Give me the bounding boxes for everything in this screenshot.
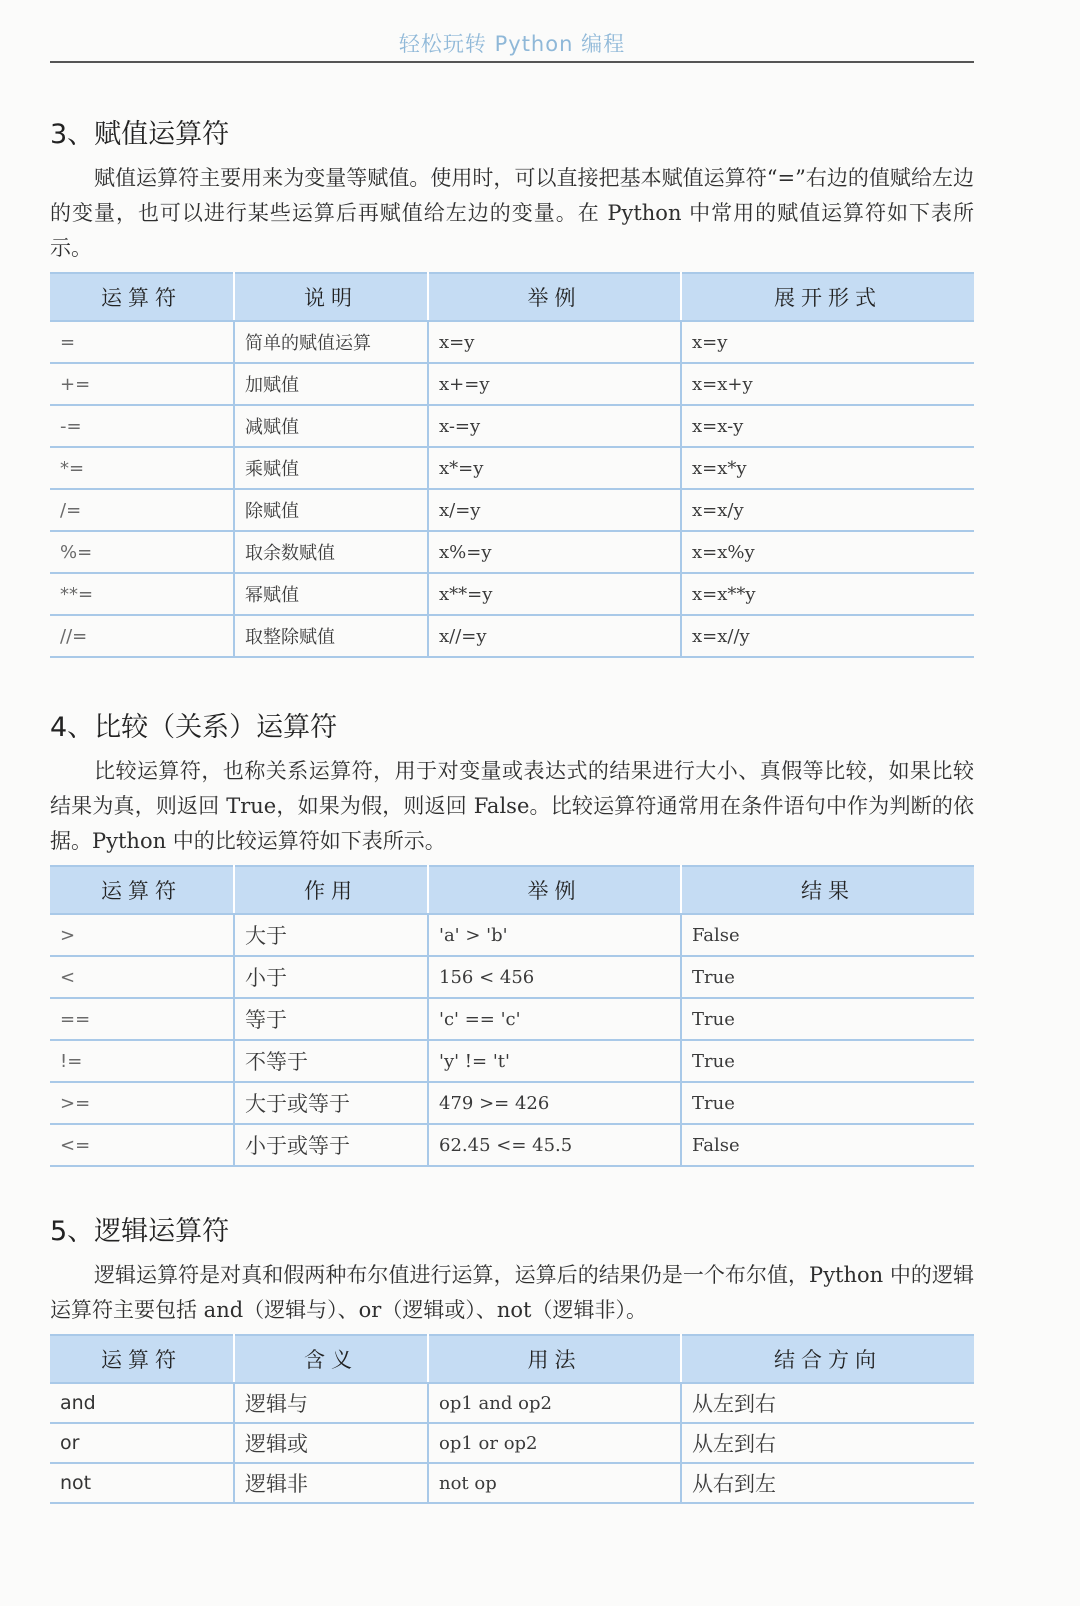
table-header-row — [50, 866, 974, 914]
section-paragraph: 逻辑运算符是对真和假两种布尔值进行运算，运算后的结果仍是一个布尔值，Python 中的逻辑运算符主要包括 and（逻辑与）、or（逻辑或）、not（逻辑非）。 — [50, 1263, 974, 1322]
table-cell: %= — [50, 531, 234, 573]
table-cell: 取余数赋值 — [234, 531, 428, 573]
table-cell: != — [50, 1040, 234, 1082]
table-cell: 逻辑非 — [234, 1463, 428, 1503]
table-row — [50, 914, 974, 956]
table-row — [50, 956, 974, 998]
table-cell: //= — [50, 615, 234, 657]
table-cell: x/=y — [428, 489, 681, 531]
table-cell: x=x//y — [681, 615, 974, 657]
table-header-cell: 运算符 — [50, 273, 234, 321]
table-header-cell: 含义 — [234, 1335, 428, 1383]
section-title: 4、比较（关系）运算符 — [50, 712, 338, 743]
header-divider — [50, 61, 974, 63]
table-cell: 'a' > 'b' — [428, 914, 681, 956]
table-cell: op1 or op2 — [428, 1423, 681, 1463]
table-cell: x%=y — [428, 531, 681, 573]
table-row — [50, 1124, 974, 1166]
table-cell: x=x%y — [681, 531, 974, 573]
section-title: 3、赋值运算符 — [50, 119, 230, 150]
table-cell: 从左到右 — [681, 1423, 974, 1463]
table-header-cell: 举例 — [428, 273, 681, 321]
table-cell: not — [50, 1463, 234, 1503]
comparison-operators-table — [50, 865, 974, 1167]
table-row — [50, 1082, 974, 1124]
table-cell: True — [681, 998, 974, 1040]
table-row — [50, 531, 974, 573]
section-assignment-operators — [50, 112, 974, 658]
table-cell: 逻辑与 — [234, 1383, 428, 1423]
table-cell: 'y' != 't' — [428, 1040, 681, 1082]
table-row — [50, 1383, 974, 1423]
table-cell: 不等于 — [234, 1040, 428, 1082]
table-header-cell: 作用 — [234, 866, 428, 914]
table-cell: x=y — [681, 321, 974, 363]
table-row — [50, 447, 974, 489]
table-cell: 156 < 456 — [428, 956, 681, 998]
table-cell: 大于或等于 — [234, 1082, 428, 1124]
section-paragraph: 比较运算符，也称关系运算符，用于对变量或表达式的结果进行大小、真假等比较，如果比较结果为真，则返回 True，如果为假，则返回 False。比较运算符通常用在条件语句中作为判断的依据。Python 中的比较运算符如下表所示。 — [50, 759, 974, 853]
table-row — [50, 489, 974, 531]
table-cell: x+=y — [428, 363, 681, 405]
logical-operators-table — [50, 1334, 974, 1504]
table-cell: True — [681, 1040, 974, 1082]
table-row — [50, 363, 974, 405]
page-header: 轻松玩转 Python 编程 — [398, 32, 626, 56]
table-header-cell: 展开形式 — [681, 273, 974, 321]
table-cell: += — [50, 363, 234, 405]
table-row — [50, 615, 974, 657]
table-header-cell: 结果 — [681, 866, 974, 914]
table-cell: 小于 — [234, 956, 428, 998]
table-cell: x=x*y — [681, 447, 974, 489]
table-cell: = — [50, 321, 234, 363]
table-cell: 从右到左 — [681, 1463, 974, 1503]
table-row — [50, 1423, 974, 1463]
table-cell: x*=y — [428, 447, 681, 489]
table-header-row — [50, 1335, 974, 1383]
table-cell: <= — [50, 1124, 234, 1166]
table-header-cell: 说明 — [234, 273, 428, 321]
table-cell: or — [50, 1423, 234, 1463]
table-row — [50, 998, 974, 1040]
table-row — [50, 321, 974, 363]
table-header-cell: 结合方向 — [681, 1335, 974, 1383]
table-row — [50, 405, 974, 447]
table-cell: and — [50, 1383, 234, 1423]
table-cell: < — [50, 956, 234, 998]
table-cell: 减赋值 — [234, 405, 428, 447]
section-paragraph: 赋值运算符主要用来为变量等赋值。使用时，可以直接把基本赋值运算符“=”右边的值赋给左边的变量，也可以进行某些运算后再赋值给左边的变量。在 Python 中常用的赋值运算符如下表所示。 — [50, 166, 974, 260]
table-cell: x=x**y — [681, 573, 974, 615]
table-header-cell: 举例 — [428, 866, 681, 914]
table-cell: x**=y — [428, 573, 681, 615]
table-cell: **= — [50, 573, 234, 615]
table-header-cell: 运算符 — [50, 866, 234, 914]
table-cell: 乘赋值 — [234, 447, 428, 489]
table-cell: *= — [50, 447, 234, 489]
table-cell: True — [681, 956, 974, 998]
table-cell: 479 >= 426 — [428, 1082, 681, 1124]
table-cell: 62.45 <= 45.5 — [428, 1124, 681, 1166]
table-cell: x=x+y — [681, 363, 974, 405]
table-cell: 大于 — [234, 914, 428, 956]
table-cell: >= — [50, 1082, 234, 1124]
table-cell: 等于 — [234, 998, 428, 1040]
table-cell: op1 and op2 — [428, 1383, 681, 1423]
section-logical-operators — [50, 1209, 974, 1504]
table-cell: 加赋值 — [234, 363, 428, 405]
table-cell: 取整除赋值 — [234, 615, 428, 657]
table-cell: 小于或等于 — [234, 1124, 428, 1166]
table-row — [50, 1463, 974, 1503]
table-cell: False — [681, 1124, 974, 1166]
table-cell: x=x-y — [681, 405, 974, 447]
table-header-cell: 用法 — [428, 1335, 681, 1383]
table-cell: x-=y — [428, 405, 681, 447]
table-cell: 逻辑或 — [234, 1423, 428, 1463]
table-cell: True — [681, 1082, 974, 1124]
table-cell: False — [681, 914, 974, 956]
table-header-row — [50, 273, 974, 321]
table-cell: x=y — [428, 321, 681, 363]
section-title: 5、逻辑运算符 — [50, 1216, 230, 1247]
table-cell: x=x/y — [681, 489, 974, 531]
table-cell: 从左到右 — [681, 1383, 974, 1423]
table-cell: 除赋值 — [234, 489, 428, 531]
table-row — [50, 1040, 974, 1082]
table-cell: 'c' == 'c' — [428, 998, 681, 1040]
table-cell: /= — [50, 489, 234, 531]
assignment-operators-table — [50, 272, 974, 658]
table-cell: 幂赋值 — [234, 573, 428, 615]
table-cell: > — [50, 914, 234, 956]
section-comparison-operators — [50, 705, 974, 1167]
table-cell: == — [50, 998, 234, 1040]
table-row — [50, 573, 974, 615]
table-cell: not op — [428, 1463, 681, 1503]
table-header-cell: 运算符 — [50, 1335, 234, 1383]
table-cell: -= — [50, 405, 234, 447]
table-cell: 简单的赋值运算 — [234, 321, 428, 363]
table-cell: x//=y — [428, 615, 681, 657]
